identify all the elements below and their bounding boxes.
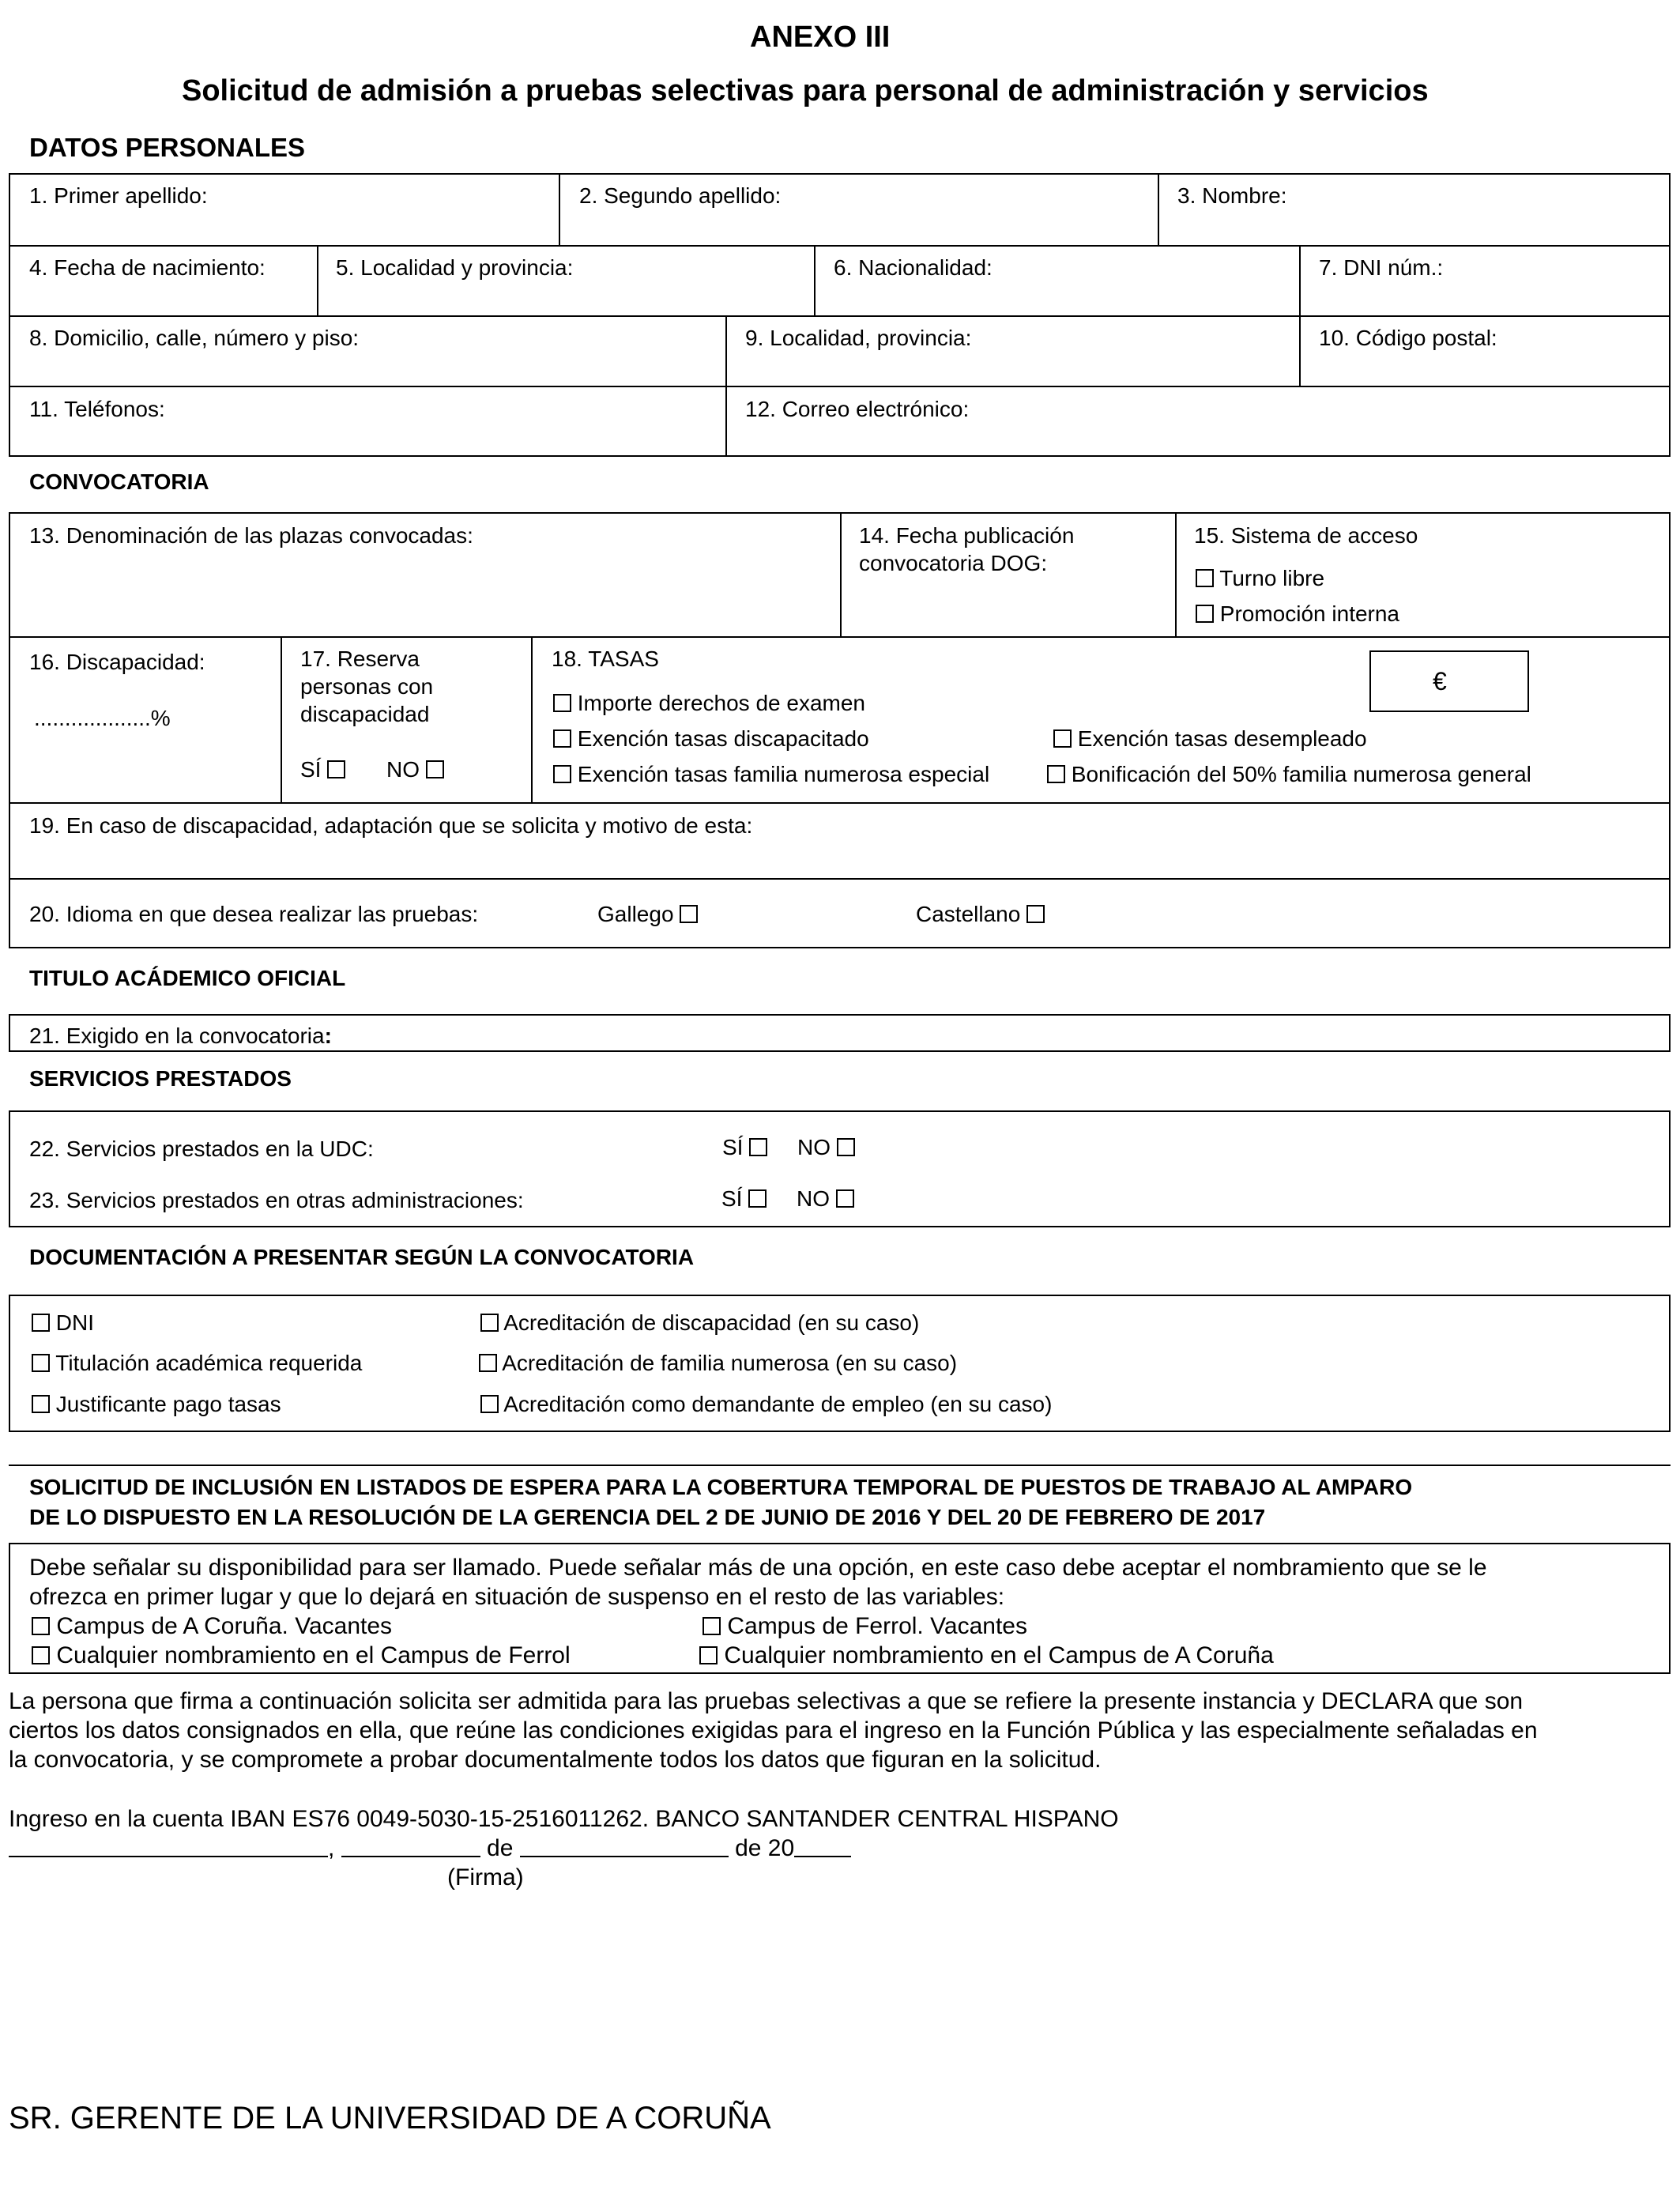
option-label: Promoción interna [1219,601,1400,626]
field-titulo-exigido[interactable] [29,1023,332,1049]
checkbox-importe[interactable] [553,694,571,712]
doc-discapacidad[interactable] [480,1310,919,1336]
option-label: Exención tasas familia numerosa especial [577,762,990,786]
checkbox-doc-empleo[interactable] [480,1395,499,1413]
listados-heading-2: DE LO DISPUESTO EN LA RESOLUCIÓN DE LA GERENCIA DEL 2 DE JUNIO DE 2016 Y DEL 20 DE FEBRERO DE 2017 [29,1505,1266,1529]
section-heading-servicios: SERVICIOS PRESTADOS [29,1066,292,1091]
doc-justificante[interactable] [32,1392,281,1417]
field-fecha-publicacion-1[interactable]: 14. Fecha publicación [859,523,1075,548]
field-reserva-2: personas con [300,674,434,699]
option-promocion-interna[interactable] [1196,601,1399,627]
section-heading-documentacion: DOCUMENTACIÓN A PRESENTAR SEGÚN LA CONVOCATORIA [29,1245,695,1269]
option-familia-numerosa-especial[interactable] [553,762,989,787]
servicios-udc-si[interactable] [722,1135,767,1160]
label: 21. Exigido en la convocatoria [29,1023,325,1048]
doc-titulacion[interactable] [32,1351,362,1376]
field-segundo-apellido[interactable]: 2. Segundo apellido: [579,183,782,208]
doc-familia-numerosa[interactable] [479,1351,957,1376]
field-reserva-1: 17. Reserva [300,647,420,671]
si-label: SÍ [721,1186,743,1211]
field-idioma: 20. Idioma en que desea realizar las pruebas: [29,902,479,926]
reserva-si[interactable] [300,757,345,782]
checkbox-nombramiento-ferrol[interactable] [32,1646,50,1664]
field-fecha-publicacion-2: convocatoria DOG: [859,551,1048,575]
checkbox-reserva-si[interactable] [327,760,345,778]
checkbox-udc-si[interactable] [749,1138,767,1156]
option-campus-ferrol-vacantes[interactable] [703,1613,1027,1641]
listados-heading-1: SOLICITUD DE INCLUSIÓN EN LISTADOS DE ESPERA PARA LA COBERTURA TEMPORAL DE PUESTOS DE TRABAJO AL AMPARO [29,1475,1413,1499]
field-telefonos[interactable]: 11. Teléfonos: [29,397,165,421]
field-correo[interactable]: 12. Correo electrónico: [745,397,970,421]
checkbox-doc-titulacion[interactable] [32,1354,50,1372]
option-exencion-discapacitado[interactable] [553,726,869,752]
checkbox-doc-dni[interactable] [32,1314,50,1332]
checkbox-desempleado[interactable] [1053,729,1072,748]
option-bonificacion-familia-general[interactable] [1047,762,1531,787]
field-tasas: 18. TASAS [552,647,659,671]
option-label: Turno libre [1219,566,1325,590]
declaracion-line-2: ciertos los datos consignados en ella, que reúne las condiciones exigidas para el ingreso en la Función Pública y las especialmente señaladas en [9,1717,1538,1744]
option-label: Acreditación de discapacidad (en su caso) [503,1310,920,1335]
year-label: de 20 [735,1835,795,1861]
field-adaptacion[interactable]: 19. En caso de discapacidad, adaptación que se solicita y motivo de esta: [29,813,753,838]
date-line[interactable] [9,1835,851,1863]
checkbox-otras-si[interactable] [748,1189,767,1208]
field-discapacidad-percent[interactable]: ...................% [34,706,171,730]
doc-demandante-empleo[interactable] [480,1392,1052,1417]
checkbox-familia-especial[interactable] [553,765,571,783]
annex-title: ANEXO III [750,21,891,54]
option-nombramiento-ferrol[interactable] [32,1642,571,1670]
field-sistema-acceso: 15. Sistema de acceso [1194,523,1418,548]
option-gallego[interactable] [597,902,698,927]
checkbox-reserva-no[interactable] [426,760,444,778]
year-blank[interactable] [794,1838,851,1857]
section-heading-titulo: TITULO ACÁDEMICO OFICIAL [29,966,346,990]
option-label: Campus de Ferrol. Vacantes [727,1613,1027,1639]
checkbox-promocion-interna[interactable] [1196,605,1214,623]
field-codigo-postal[interactable]: 10. Código postal: [1319,326,1497,350]
checkbox-doc-familia[interactable] [479,1354,497,1372]
option-campus-coruna-vacantes[interactable] [32,1613,392,1641]
reserva-no[interactable] [386,757,444,782]
section-heading-convocatoria: CONVOCATORIA [29,469,209,494]
no-label: NO [797,1135,831,1159]
si-label: SÍ [722,1135,744,1159]
option-castellano[interactable] [916,902,1045,927]
field-denominacion-plazas[interactable]: 13. Denominación de las plazas convocadas: [29,523,473,548]
no-label: NO [386,757,420,782]
field-nombre[interactable]: 3. Nombre: [1177,183,1287,208]
checkbox-turno-libre[interactable] [1196,569,1214,587]
doc-dni[interactable] [32,1310,94,1336]
checkbox-coruna-vacantes[interactable] [32,1617,50,1635]
checkbox-doc-discapacidad[interactable] [480,1314,499,1332]
checkbox-otras-no[interactable] [836,1189,854,1208]
checkbox-ferrol-vacantes[interactable] [703,1617,721,1635]
colon: : [324,1023,332,1048]
si-label: SÍ [300,757,322,782]
servicios-udc-no[interactable] [797,1135,855,1160]
listados-intro-2: ofrezca en primer lugar y que lo dejará en situación de suspenso en el resto de las variables: [29,1584,1005,1610]
field-localidad[interactable]: 9. Localidad, provincia: [745,326,972,350]
field-servicios-udc: 22. Servicios prestados en la UDC: [29,1137,374,1161]
checkbox-doc-justificante[interactable] [32,1395,50,1413]
checkbox-udc-no[interactable] [837,1138,855,1156]
option-label: Gallego [597,902,674,926]
form-title: Solicitud de admisión a pruebas selectivas para personal de administración y servicios [182,74,1429,107]
option-label: Justificante pago tasas [55,1392,281,1416]
option-label: Cualquier nombramiento en el Campus de A Coruña [724,1642,1274,1668]
option-label: Acreditación como demandante de empleo (en su caso) [503,1392,1053,1416]
option-label: Campus de A Coruña. Vacantes [56,1613,393,1639]
option-importe-derechos[interactable] [553,691,865,716]
option-label: Acreditación de familia numerosa (en su caso) [502,1351,958,1375]
option-label: Exención tasas discapacitado [577,726,869,751]
firma-label: (Firma) [447,1864,524,1891]
field-dni[interactable]: 7. DNI núm.: [1319,255,1444,280]
field-localidad-provincia[interactable]: 5. Localidad y provincia: [336,255,574,280]
option-nombramiento-coruna[interactable] [699,1642,1274,1670]
field-fecha-nacimiento[interactable]: 4. Fecha de nacimiento: [29,255,266,280]
euro-symbol: € [1433,667,1447,696]
option-label: DNI [55,1310,95,1335]
destinatario: SR. GERENTE DE LA UNIVERSIDAD DE A CORUÑA [9,2101,771,2136]
declaracion-line-3: la convocatoria, y se compromete a probar documentalmente todos los datos que figuran en la solicitud. [9,1747,1102,1773]
option-exencion-desempleado[interactable] [1053,726,1367,752]
checkbox-familia-general[interactable] [1047,765,1065,783]
euro-amount-field[interactable] [1369,650,1529,712]
declaracion-line-1: La persona que firma a continuación solicita ser admitida para las pruebas selectivas a que se refiere la presente instancia y DECLARA que son [9,1688,1524,1714]
checkbox-castellano[interactable] [1026,905,1045,923]
iban-line: Ingreso en la cuenta IBAN ES76 0049-5030-15-2516011262. BANCO SANTANDER CENTRAL HISPANO [9,1806,1119,1832]
servicios-otras-si[interactable] [721,1186,767,1212]
option-label: Titulación académica requerida [55,1351,363,1375]
section-heading-datos-personales: DATOS PERSONALES [29,133,305,162]
option-label: Castellano [916,902,1021,926]
de-label: de [487,1835,514,1861]
field-primer-apellido[interactable]: 1. Primer apellido: [29,183,208,208]
field-servicios-otras: 23. Servicios prestados en otras administraciones: [29,1188,524,1212]
option-turno-libre[interactable] [1196,566,1324,591]
field-discapacidad: 16. Discapacidad: [29,650,205,674]
checkbox-gallego[interactable] [680,905,698,923]
field-nacionalidad[interactable]: 6. Nacionalidad: [834,255,993,280]
month-blank[interactable] [520,1838,729,1857]
option-label: Bonificación del 50% familia numerosa general [1071,762,1531,786]
no-label: NO [797,1186,830,1211]
checkbox-discapacitado[interactable] [553,729,571,748]
option-label: Exención tasas desempleado [1077,726,1367,751]
place-blank[interactable] [9,1838,328,1857]
checkbox-nombramiento-coruna[interactable] [699,1646,718,1664]
option-label: Importe derechos de examen [577,691,865,715]
field-reserva-3: discapacidad [300,702,430,726]
servicios-otras-no[interactable] [797,1186,854,1212]
listados-intro-1: Debe señalar su disponibilidad para ser llamado. Puede señalar más de una opción, en este caso debe aceptar el nombramiento que se le [29,1555,1487,1581]
day-blank[interactable] [341,1838,480,1857]
field-domicilio[interactable]: 8. Domicilio, calle, número y piso: [29,326,360,350]
option-label: Cualquier nombramiento en el Campus de Ferrol [56,1642,571,1668]
comma: , [328,1835,335,1861]
